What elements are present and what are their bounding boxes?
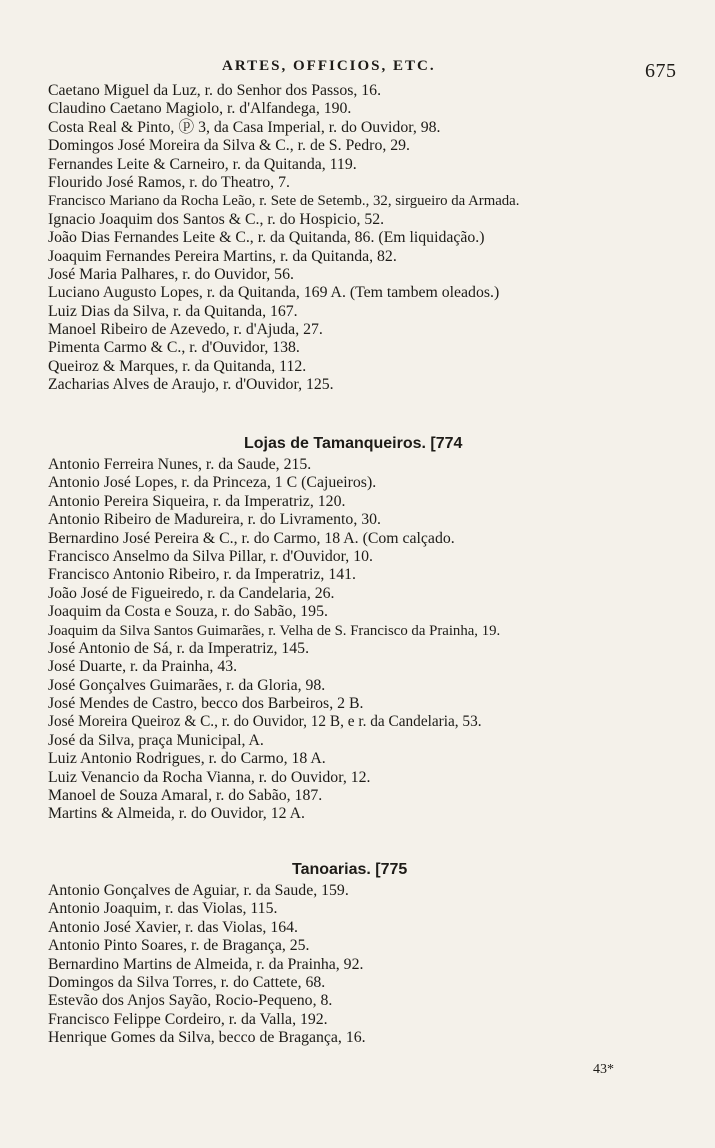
- list-item: Francisco Antonio Ribeiro, r. da Imperatriz, 141.: [48, 566, 356, 584]
- list-item: Manoel de Souza Amaral, r. do Sabão, 187.: [48, 787, 323, 805]
- list-item: Luiz Antonio Rodrigues, r. do Carmo, 18 A.: [48, 750, 326, 768]
- list-item: Bernardino José Pereira & C., r. do Carmo, 18 A. (Com calçado.: [48, 529, 455, 547]
- list-item: Joaquim Fernandes Pereira Martins, r. da Quitanda, 82.: [48, 247, 397, 265]
- list-item: Manoel Ribeiro de Azevedo, r. d'Ajuda, 27.: [48, 321, 323, 339]
- list-item: Francisco Mariano da Rocha Leão, r. Sete de Setemb., 32, sirgueiro da Armada.: [48, 193, 520, 210]
- list-item: José Gonçalves Guimarães, r. da Gloria, 98.: [48, 676, 326, 694]
- list-item: Flourido José Ramos, r. do Theatro, 7.: [48, 173, 290, 191]
- list-item: José da Silva, praça Municipal, A.: [48, 731, 264, 749]
- list-item: Antonio Pinto Soares, r. de Bragança, 25.: [48, 937, 310, 955]
- list-item: José Mendes de Castro, becco dos Barbeiros, 2 B.: [48, 695, 364, 713]
- section-lojas-de-tamanqueiros: [48, 432, 713, 824]
- list-item: Antonio Gonçalves de Aguiar, r. da Saude, 159.: [48, 882, 349, 899]
- list-item: José Antonio de Sá, r. da Imperatriz, 145.: [48, 639, 310, 657]
- list-item: Antonio José Xavier, r. das Violas, 164.: [48, 918, 298, 936]
- list-item: Queiroz & Marques, r. da Quitanda, 112.: [48, 357, 307, 375]
- list-item: José Moreira Queiroz & C., r. do Ouvidor, 12 B, e r. da Candelaria, 53.: [48, 713, 482, 731]
- list-item: Luiz Dias da Silva, r. da Quitanda, 167.: [48, 302, 298, 320]
- list-item: Luiz Venancio da Rocha Vianna, r. do Ouvidor, 12.: [48, 768, 371, 786]
- signature-mark: 43*: [593, 1062, 614, 1077]
- list-item: Domingos da Silva Torres, r. do Cattete, 68.: [48, 973, 326, 991]
- section-artes-continued: [48, 82, 713, 395]
- list-item: Henrique Gomes da Silva, becco de Bragança, 16.: [48, 1029, 366, 1047]
- list-item: Antonio Pereira Siqueira, r. da Imperatriz, 120.: [48, 492, 346, 510]
- list-item: João Dias Fernandes Leite & C., r. da Quitanda, 86. (Em liquidação.): [48, 229, 485, 247]
- list-item: Domingos José Moreira da Silva & C., r. de S. Pedro, 29.: [48, 137, 410, 155]
- list-item: Estevão dos Anjos Sayão, Rocio-Pequeno, 8.: [48, 992, 333, 1010]
- list-item: Pimenta Carmo & C., r. d'Ouvidor, 138.: [48, 339, 300, 357]
- list-item: Zacharias Alves de Araujo, r. d'Ouvidor, 125.: [48, 376, 334, 394]
- section-heading: Tanoarias. [775: [292, 861, 408, 878]
- list-item: Claudino Caetano Magiolo, r. d'Alfandega, 190.: [48, 100, 352, 118]
- list-item: Luciano Augusto Lopes, r. da Quitanda, 169 A. (Tem tambem oleados.): [48, 284, 500, 302]
- list-item: José Maria Palhares, r. do Ouvidor, 56.: [48, 265, 294, 283]
- list-item: Costa Real & Pinto, ⓟ 3, da Casa Imperial, r. do Ouvidor, 98.: [48, 118, 441, 136]
- section-tanoarias: [48, 858, 713, 1048]
- running-title: ARTES, OFFICIOS, ETC.: [222, 58, 436, 74]
- list-item: Fernandes Leite & Carneiro, r. da Quitanda, 119.: [48, 155, 357, 173]
- list-item: Francisco Anselmo da Silva Pillar, r. d'Ouvidor, 10.: [48, 547, 373, 565]
- list-item: Caetano Miguel da Luz, r. do Senhor dos Passos, 16.: [48, 82, 382, 99]
- list-item: José Duarte, r. da Prainha, 43.: [48, 658, 238, 676]
- section-heading: Lojas de Tamanqueiros. [774: [244, 435, 463, 452]
- list-item: Martins & Almeida, r. do Ouvidor, 12 A.: [48, 805, 305, 823]
- list-item: Francisco Felippe Cordeiro, r. da Valla, 192.: [48, 1010, 328, 1028]
- list-item: Joaquim da Costa e Souza, r. do Sabão, 195.: [48, 603, 328, 621]
- list-item: Bernardino Martins de Almeida, r. da Prainha, 92.: [48, 955, 364, 973]
- list-item: João José de Figueiredo, r. da Candelaria, 26.: [48, 584, 335, 602]
- list-item: Antonio Ferreira Nunes, r. da Saude, 215.: [48, 456, 312, 473]
- page-number: 675: [645, 60, 677, 82]
- running-head: [0, 58, 715, 80]
- list-item: Antonio José Lopes, r. da Princeza, 1 C (Cajueiros).: [48, 474, 377, 492]
- list-item: Antonio Ribeiro de Madureira, r. do Livramento, 30.: [48, 511, 381, 529]
- list-item: Joaquim da Silva Santos Guimarães, r. Velha de S. Francisco da Prainha, 19.: [48, 622, 501, 639]
- list-item: Antonio Joaquim, r. das Violas, 115.: [48, 900, 278, 918]
- list-item: Ignacio Joaquim dos Santos & C., r. do Hospicio, 52.: [48, 210, 385, 228]
